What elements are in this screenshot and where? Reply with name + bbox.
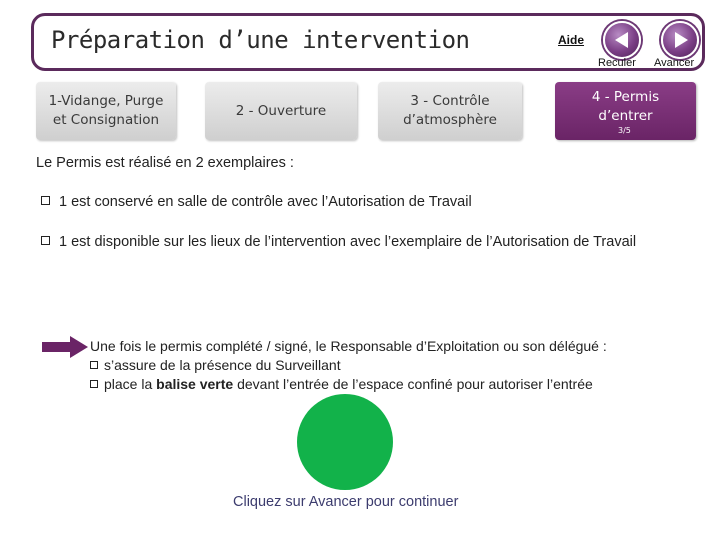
page-indicator: 3/5: [618, 126, 631, 135]
step-4-label-line2: d’entrer: [598, 108, 653, 124]
intro-text: Le Permis est réalisé en 2 exemplaires :: [36, 155, 294, 171]
step-1-label-line1: 1-Vidange, Purge: [48, 93, 164, 109]
bullet-text-1: 1 est conservé en salle de contrôle avec l’Autorisation de Travail: [59, 194, 472, 210]
note-lead: Une fois le permis complété / signé, le Responsable d’Exploitation ou son délégué :: [90, 338, 607, 354]
note-item-1: s’assure de la présence du Surveillant: [104, 357, 341, 373]
triangle-left-icon: [605, 23, 639, 57]
title-bar: [31, 13, 705, 71]
bullet-text-2: 1 est disponible sur les lieux de l’intervention avec l’exemplaire de l’Autorisation de Travail: [59, 234, 637, 250]
checkbox-bullet-icon: [41, 196, 50, 205]
continue-instruction: Cliquez sur Avancer pour continuer: [233, 494, 459, 510]
step-1-label-line2: et Consignation: [52, 112, 160, 128]
note-item-2-after: devant l’entrée de l’espace confiné pour autoriser l’entrée: [233, 376, 593, 392]
note-block: [90, 337, 607, 394]
step-4-label-line1: 4 - Permis: [591, 89, 660, 105]
checkbox-bullet-icon: [90, 361, 98, 369]
triangle-right-icon: [663, 23, 697, 57]
checkbox-bullet-icon: [90, 380, 98, 388]
back-button[interactable]: [603, 21, 641, 59]
step-3-label-line1: 3 - Contrôle: [410, 93, 490, 109]
step-2-label: 2 - Ouverture: [235, 102, 327, 119]
note-item-2-bold: balise verte: [156, 376, 234, 392]
step-2-tab[interactable]: [205, 82, 357, 140]
forward-label: Avancer: [654, 57, 695, 69]
forward-button[interactable]: [661, 21, 699, 59]
list-item: [90, 375, 607, 394]
back-label: Reculer: [598, 57, 636, 69]
page-title: Préparation d’une intervention: [51, 26, 470, 54]
note-item-2-before: place la: [104, 376, 157, 392]
help-link[interactable]: Aide: [558, 33, 585, 47]
arrow-right-icon: [42, 336, 88, 358]
list-item: [41, 194, 472, 210]
green-beacon: [297, 394, 393, 490]
list-item: [41, 234, 636, 250]
step-3-tab[interactable]: [378, 82, 522, 140]
step-3-label-line2: d’atmosphère: [403, 112, 497, 128]
list-item: [90, 356, 607, 375]
checkbox-bullet-icon: [41, 236, 50, 245]
step-1-tab[interactable]: [36, 82, 176, 140]
